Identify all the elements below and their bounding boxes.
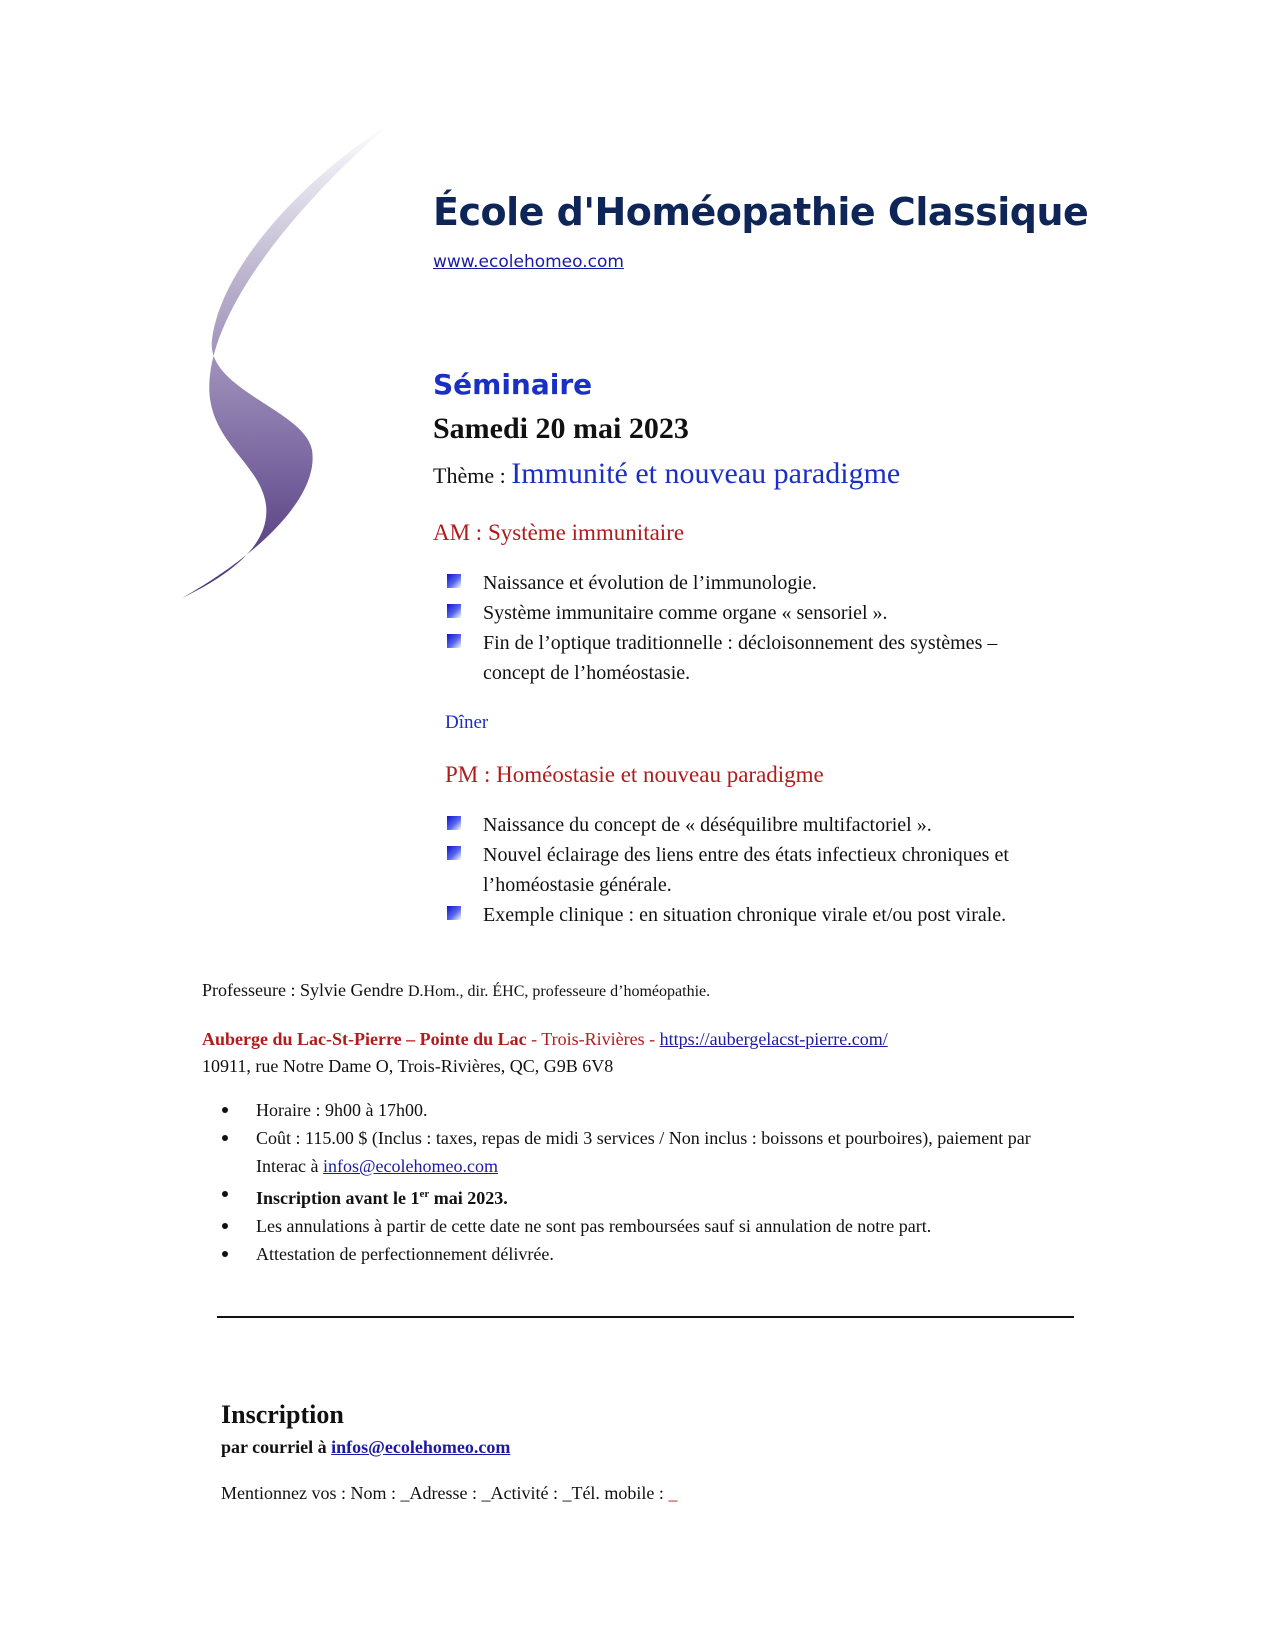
square-bullet-icon	[447, 634, 461, 648]
square-bullet-icon	[447, 604, 461, 618]
venue-line	[202, 1029, 888, 1050]
bullet-icon	[222, 1107, 228, 1113]
schedule-text: Horaire : 9h00 à 17h00.	[256, 1100, 428, 1120]
list-item-text: Système immunitaire comme organe « sensoriel ».	[483, 602, 888, 624]
professor-line	[202, 980, 710, 1001]
professor-name: Professeure : Sylvie Gendre	[202, 980, 408, 1000]
list-item-text: Fin de l’optique traditionnelle : décloisonnement des systèmes – concept de l’homéostasie.	[483, 632, 998, 684]
list-item	[447, 628, 1047, 688]
registration-title: Inscription	[221, 1400, 344, 1429]
morning-heading: AM : Système immunitaire	[433, 520, 685, 545]
school-name: École d'Homéopathie Classique	[433, 190, 1089, 234]
certificate-text: Attestation de perfectionnement délivrée.	[256, 1244, 554, 1264]
list-item-text: Nouvel éclairage des liens entre des états infectieux chroniques et l’homéostasie générale.	[483, 844, 1009, 896]
list-item	[220, 1212, 1050, 1240]
cost-text: Coût : 115.00 $ (Inclus : taxes, repas de midi 3 services / Non inclus : boissons et pourboires), paiement par Interac à	[256, 1128, 1031, 1176]
theme-value: Immunité et nouveau paradigme	[511, 457, 901, 490]
theme-prefix: Thème :	[433, 463, 512, 488]
payment-email-link[interactable]: infos@ecolehomeo.com	[322, 1156, 498, 1176]
seminar-label: Séminaire	[433, 368, 593, 401]
list-item	[220, 1124, 1050, 1180]
event-date: Samedi 20 mai 2023	[433, 412, 689, 445]
registration-mention	[221, 1483, 677, 1504]
venue-city: - Trois-Rivières -	[526, 1029, 660, 1049]
list-item	[447, 840, 1047, 900]
square-bullet-icon	[447, 906, 461, 920]
registration-email-prefix: par courriel à	[221, 1437, 332, 1457]
afternoon-topics-list	[447, 810, 1047, 930]
list-item-text: Exemple clinique : en situation chronique virale et/ou post virale.	[483, 904, 1007, 926]
morning-topics-list	[447, 568, 1047, 688]
event-details-list	[220, 1096, 1050, 1268]
square-bullet-icon	[447, 816, 461, 830]
afternoon-heading: PM : Homéostasie et nouveau paradigme	[445, 762, 824, 787]
website-link[interactable]: www.ecolehomeo.com	[433, 252, 624, 272]
deadline-date: mai 2023.	[429, 1188, 508, 1208]
bullet-icon	[222, 1223, 228, 1229]
venue-name: Auberge du Lac-St-Pierre – Pointe du Lac	[202, 1029, 527, 1049]
bullet-icon	[222, 1251, 228, 1257]
cancellation-text: Les annulations à partir de cette date ne sont pas remboursées sauf si annulation de notre part.	[256, 1216, 932, 1236]
list-item	[447, 810, 1047, 840]
deadline-ordinal: er	[419, 1188, 430, 1200]
list-item	[220, 1240, 1050, 1268]
bullet-icon	[222, 1135, 228, 1141]
deadline-text: Inscription avant le 1	[256, 1188, 420, 1208]
registration-email-line	[221, 1437, 510, 1458]
list-item	[447, 598, 1047, 628]
bullet-icon	[222, 1191, 228, 1197]
list-item	[220, 1096, 1050, 1124]
mention-text: Mentionnez vos : Nom : _Adresse : _Activité : _Tél. mobile :	[221, 1483, 669, 1503]
mention-end: _	[668, 1483, 678, 1503]
theme-line	[433, 457, 900, 491]
list-item-text: Naissance et évolution de l’immunologie.	[483, 572, 817, 594]
list-item-text: Naissance du concept de « déséquilibre multifactoriel ».	[483, 814, 932, 836]
square-bullet-icon	[447, 574, 461, 588]
registration-email-link[interactable]: infos@ecolehomeo.com	[331, 1437, 511, 1457]
square-bullet-icon	[447, 846, 461, 860]
list-item	[220, 1180, 1050, 1212]
list-item	[447, 900, 1047, 930]
lunch-label: Dîner	[445, 712, 489, 733]
list-item	[447, 568, 1047, 598]
professor-credentials: D.Hom., dir. ÉHC, professeure d’homéopathie.	[407, 983, 711, 1000]
swoosh-logo	[180, 120, 410, 620]
venue-website-link[interactable]: https://aubergelacst-pierre.com/	[659, 1029, 888, 1049]
venue-address: 10911, rue Notre Dame O, Trois-Rivières, QC, G9B 6V8	[202, 1056, 614, 1076]
divider	[217, 1316, 1074, 1318]
